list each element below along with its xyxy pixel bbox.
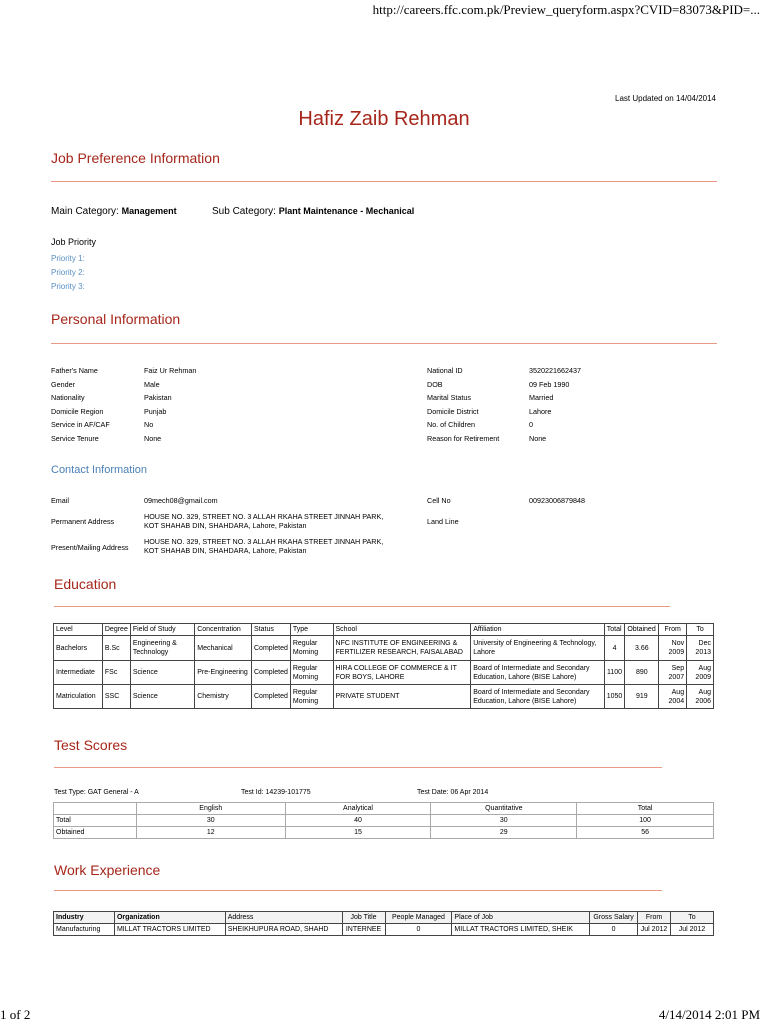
test-scores-heading: Test Scores (54, 737, 128, 753)
cell-from: Aug 2004 (659, 685, 687, 709)
col-degree: Degree (102, 624, 130, 636)
mailing-address-value: HOUSE NO. 329, STREET NO. 3 ALLAH RKAHA STREET JINNAH PARK, KOT SHAHAB DIN, SHAHDARA, Lahore, Pakistan (144, 537, 384, 555)
nationality-value: Pakistan (144, 393, 172, 403)
cell-english: 12 (136, 827, 285, 839)
cell-affiliation: Board of Intermediate and Secondary Education, Lahore (BISE Lahore) (471, 685, 605, 709)
cell-obtained: 3.66 (625, 636, 659, 661)
table-row (54, 827, 714, 839)
sub-category (212, 206, 414, 217)
cell-quantitative: 30 (431, 815, 577, 827)
cell-field: Science (130, 685, 194, 709)
cell-school: NFC INSTITUTE OF ENGINEERING & FERTILIZER RESEARCH, FAISALABAD (333, 636, 471, 661)
personal-right-labels (427, 365, 499, 447)
cell-english: 30 (136, 815, 285, 827)
personal-right-values (529, 365, 581, 447)
cell-level: Matriculation (54, 685, 103, 709)
cell-type: Regular Morning (290, 661, 333, 685)
col-affiliation: Affiliation (471, 624, 605, 636)
col-total: Total (604, 624, 625, 636)
col-place-of-job: Place of Job (452, 912, 590, 924)
personal-left-labels (51, 365, 110, 447)
education-heading: Education (54, 576, 117, 592)
test-type: Test Type: GAT General - A (54, 789, 139, 796)
priority-2: Priority 2: (51, 268, 85, 277)
domicile-region-label: Domicile Region (51, 406, 104, 416)
work-experience-heading: Work Experience (54, 862, 161, 878)
table-row (54, 815, 714, 827)
cell-value: 00923006879848 (529, 496, 585, 505)
contact-info-heading: Contact Information (51, 464, 147, 476)
col-field: Field of Study (130, 624, 194, 636)
gender-value: Male (144, 379, 160, 389)
gender-label: Gender (51, 379, 75, 389)
national-id-value: 3520221662437 (529, 366, 581, 375)
cell-total: 1100 (604, 661, 625, 685)
service-tenure-value: None (144, 433, 162, 443)
col-people-managed: People Managed (385, 912, 452, 924)
job-priority-heading: Job Priority (51, 237, 97, 247)
main-category (51, 206, 177, 217)
cell-address: SHEIKHUPURA ROAD, SHAHD (225, 924, 342, 936)
section-divider (54, 890, 662, 891)
cell-obtained: 890 (625, 661, 659, 685)
fathers-name-label: Father's Name (51, 366, 98, 375)
cell-from: Nov 2009 (659, 636, 687, 661)
row-label: Obtained (54, 827, 137, 839)
cell-total: 56 (577, 827, 714, 839)
personal-left-values (144, 365, 196, 447)
main-category-value: Management (121, 206, 177, 216)
section-divider (54, 767, 662, 768)
col-concentration: Concentration (195, 624, 252, 636)
section-divider (54, 606, 670, 607)
col-from: From (659, 624, 687, 636)
work-experience-table (53, 911, 714, 936)
test-header-row (54, 803, 714, 815)
test-date: Test Date: 06 Apr 2014 (417, 789, 489, 796)
col-gross-salary: Gross Salary (590, 912, 638, 924)
page-number: 1 of 2 (0, 1007, 31, 1022)
cell-quantitative: 29 (431, 827, 577, 839)
table-row (54, 636, 714, 661)
personal-info-heading: Personal Information (51, 311, 181, 327)
landline-label: Land Line (427, 517, 459, 526)
cell-label: Cell No (427, 496, 451, 505)
cell-place-of-job: MILLAT TRACTORS LIMITED, SHEIK (452, 924, 590, 936)
col-english: English (136, 803, 285, 815)
fathers-name-value: Faiz Ur Rehman (144, 366, 197, 375)
nationality-label: Nationality (51, 393, 85, 403)
education-header-row (54, 624, 714, 636)
cell-level: Intermediate (54, 661, 103, 685)
job-preference-heading: Job Preference Information (51, 150, 220, 166)
cell-school: PRIVATE STUDENT (333, 685, 471, 709)
cell-total: 4 (604, 636, 625, 661)
col-job-title: Job Title (342, 912, 385, 924)
email-value[interactable]: 09mech08@gmail.com (144, 496, 218, 505)
priority-1: Priority 1: (51, 254, 85, 263)
cell-degree: B.Sc (102, 636, 130, 661)
marital-status-value: Married (529, 393, 554, 403)
test-id: Test Id: 14239-101775 (241, 789, 311, 796)
domicile-district-value: Lahore (529, 406, 552, 416)
col-type: Type (290, 624, 333, 636)
cell-type: Regular Morning (290, 685, 333, 709)
cell-obtained: 919 (625, 685, 659, 709)
mailing-address-label: Present/Mailing Address (51, 543, 129, 552)
cell-status: Completed (252, 636, 291, 661)
col-school: School (333, 624, 471, 636)
children-label: No. of Children (427, 420, 475, 430)
children-value: 0 (529, 420, 533, 430)
cell-concentration: Chemistry (195, 685, 252, 709)
cell-organization: MILLAT TRACTORS LIMITED (114, 924, 225, 936)
cell-job-title: INTERNEE (342, 924, 385, 936)
email-label: Email (51, 496, 69, 505)
cell-people-managed: 0 (385, 924, 452, 936)
dob-value: 09 Feb 1990 (529, 379, 570, 389)
cell-gross-salary: 0 (590, 924, 638, 936)
permanent-address-value: HOUSE NO. 329, STREET NO. 3 ALLAH RKAHA STREET JINNAH PARK, KOT SHAHAB DIN, SHAHDARA, Lahore, Pakistan (144, 512, 384, 530)
cell-to: Aug 2006 (687, 685, 714, 709)
table-row (54, 924, 714, 936)
section-divider (51, 343, 717, 344)
cell-affiliation: University of Engineering & Technology, Lahore (471, 636, 605, 661)
test-scores-table (53, 802, 714, 839)
cell-affiliation: Board of Intermediate and Secondary Education, Lahore (BISE Lahore) (471, 661, 605, 685)
cell-to: Jul 2012 (671, 924, 714, 936)
col-obtained: Obtained (625, 624, 659, 636)
domicile-district-label: Domicile District (427, 406, 479, 416)
permanent-address-label: Permanent Address (51, 517, 115, 526)
col-industry: Industry (54, 912, 115, 924)
candidate-name: Hafiz Zaib Rehman (298, 108, 470, 130)
cell-status: Completed (252, 661, 291, 685)
cell-degree: SSC (102, 685, 130, 709)
table-row (54, 661, 714, 685)
table-row (54, 685, 714, 709)
cell-degree: FSc (102, 661, 130, 685)
col-total: Total (577, 803, 714, 815)
cell-field: Engineering & Technology (130, 636, 194, 661)
last-updated: Last Updated on 14/04/2014 (615, 94, 716, 103)
page-url: http://careers.ffc.com.pk/Preview_queryform.aspx?CVID=83073&PID=... (372, 2, 760, 17)
national-id-label: National ID (427, 366, 463, 375)
service-tenure-label: Service Tenure (51, 433, 99, 443)
cell-type: Regular Morning (290, 636, 333, 661)
print-timestamp: 4/14/2014 2:01 PM (658, 1007, 760, 1022)
row-label: Total (54, 815, 137, 827)
col-blank (54, 803, 137, 815)
col-level: Level (54, 624, 103, 636)
cell-level: Bachelors (54, 636, 103, 661)
service-af-label: Service in AF/CAF (51, 420, 110, 430)
retirement-reason-label: Reason for Retirement (427, 433, 500, 443)
cell-industry: Manufacturing (54, 924, 115, 936)
cell-total: 100 (577, 815, 714, 827)
cell-concentration: Pre-Engineering (195, 661, 252, 685)
section-divider (51, 181, 717, 182)
domicile-region-value: Punjab (144, 406, 167, 416)
sub-category-value: Plant Maintenance - Mechanical (278, 206, 415, 216)
col-organization: Organization (114, 912, 225, 924)
work-header-row (54, 912, 714, 924)
cell-field: Science (130, 661, 194, 685)
marital-status-label: Marital Status (427, 393, 471, 403)
priority-3: Priority 3: (51, 282, 85, 291)
sub-category-label: Sub Category: (212, 206, 276, 217)
col-to: To (687, 624, 714, 636)
cell-from: Sep 2007 (659, 661, 687, 685)
cell-analytical: 15 (285, 827, 431, 839)
cell-to: Aug 2009 (687, 661, 714, 685)
cell-from: Jul 2012 (638, 924, 671, 936)
cell-total: 1050 (604, 685, 625, 709)
col-address: Address (225, 912, 342, 924)
col-analytical: Analytical (285, 803, 431, 815)
cell-to: Dec 2013 (687, 636, 714, 661)
service-af-value: No (144, 420, 154, 430)
cell-concentration: Mechanical (195, 636, 252, 661)
col-to: To (671, 912, 714, 924)
cell-status: Completed (252, 685, 291, 709)
dob-label: DOB (427, 379, 443, 389)
col-from: From (638, 912, 671, 924)
col-status: Status (252, 624, 291, 636)
cell-school: HIRA COLLEGE OF COMMERCE & IT FOR BOYS, LAHORE (333, 661, 471, 685)
cell-analytical: 40 (285, 815, 431, 827)
main-category-label: Main Category: (51, 206, 119, 217)
retirement-reason-value: None (529, 433, 547, 443)
education-table (53, 623, 714, 709)
col-quantitative: Quantitative (431, 803, 577, 815)
